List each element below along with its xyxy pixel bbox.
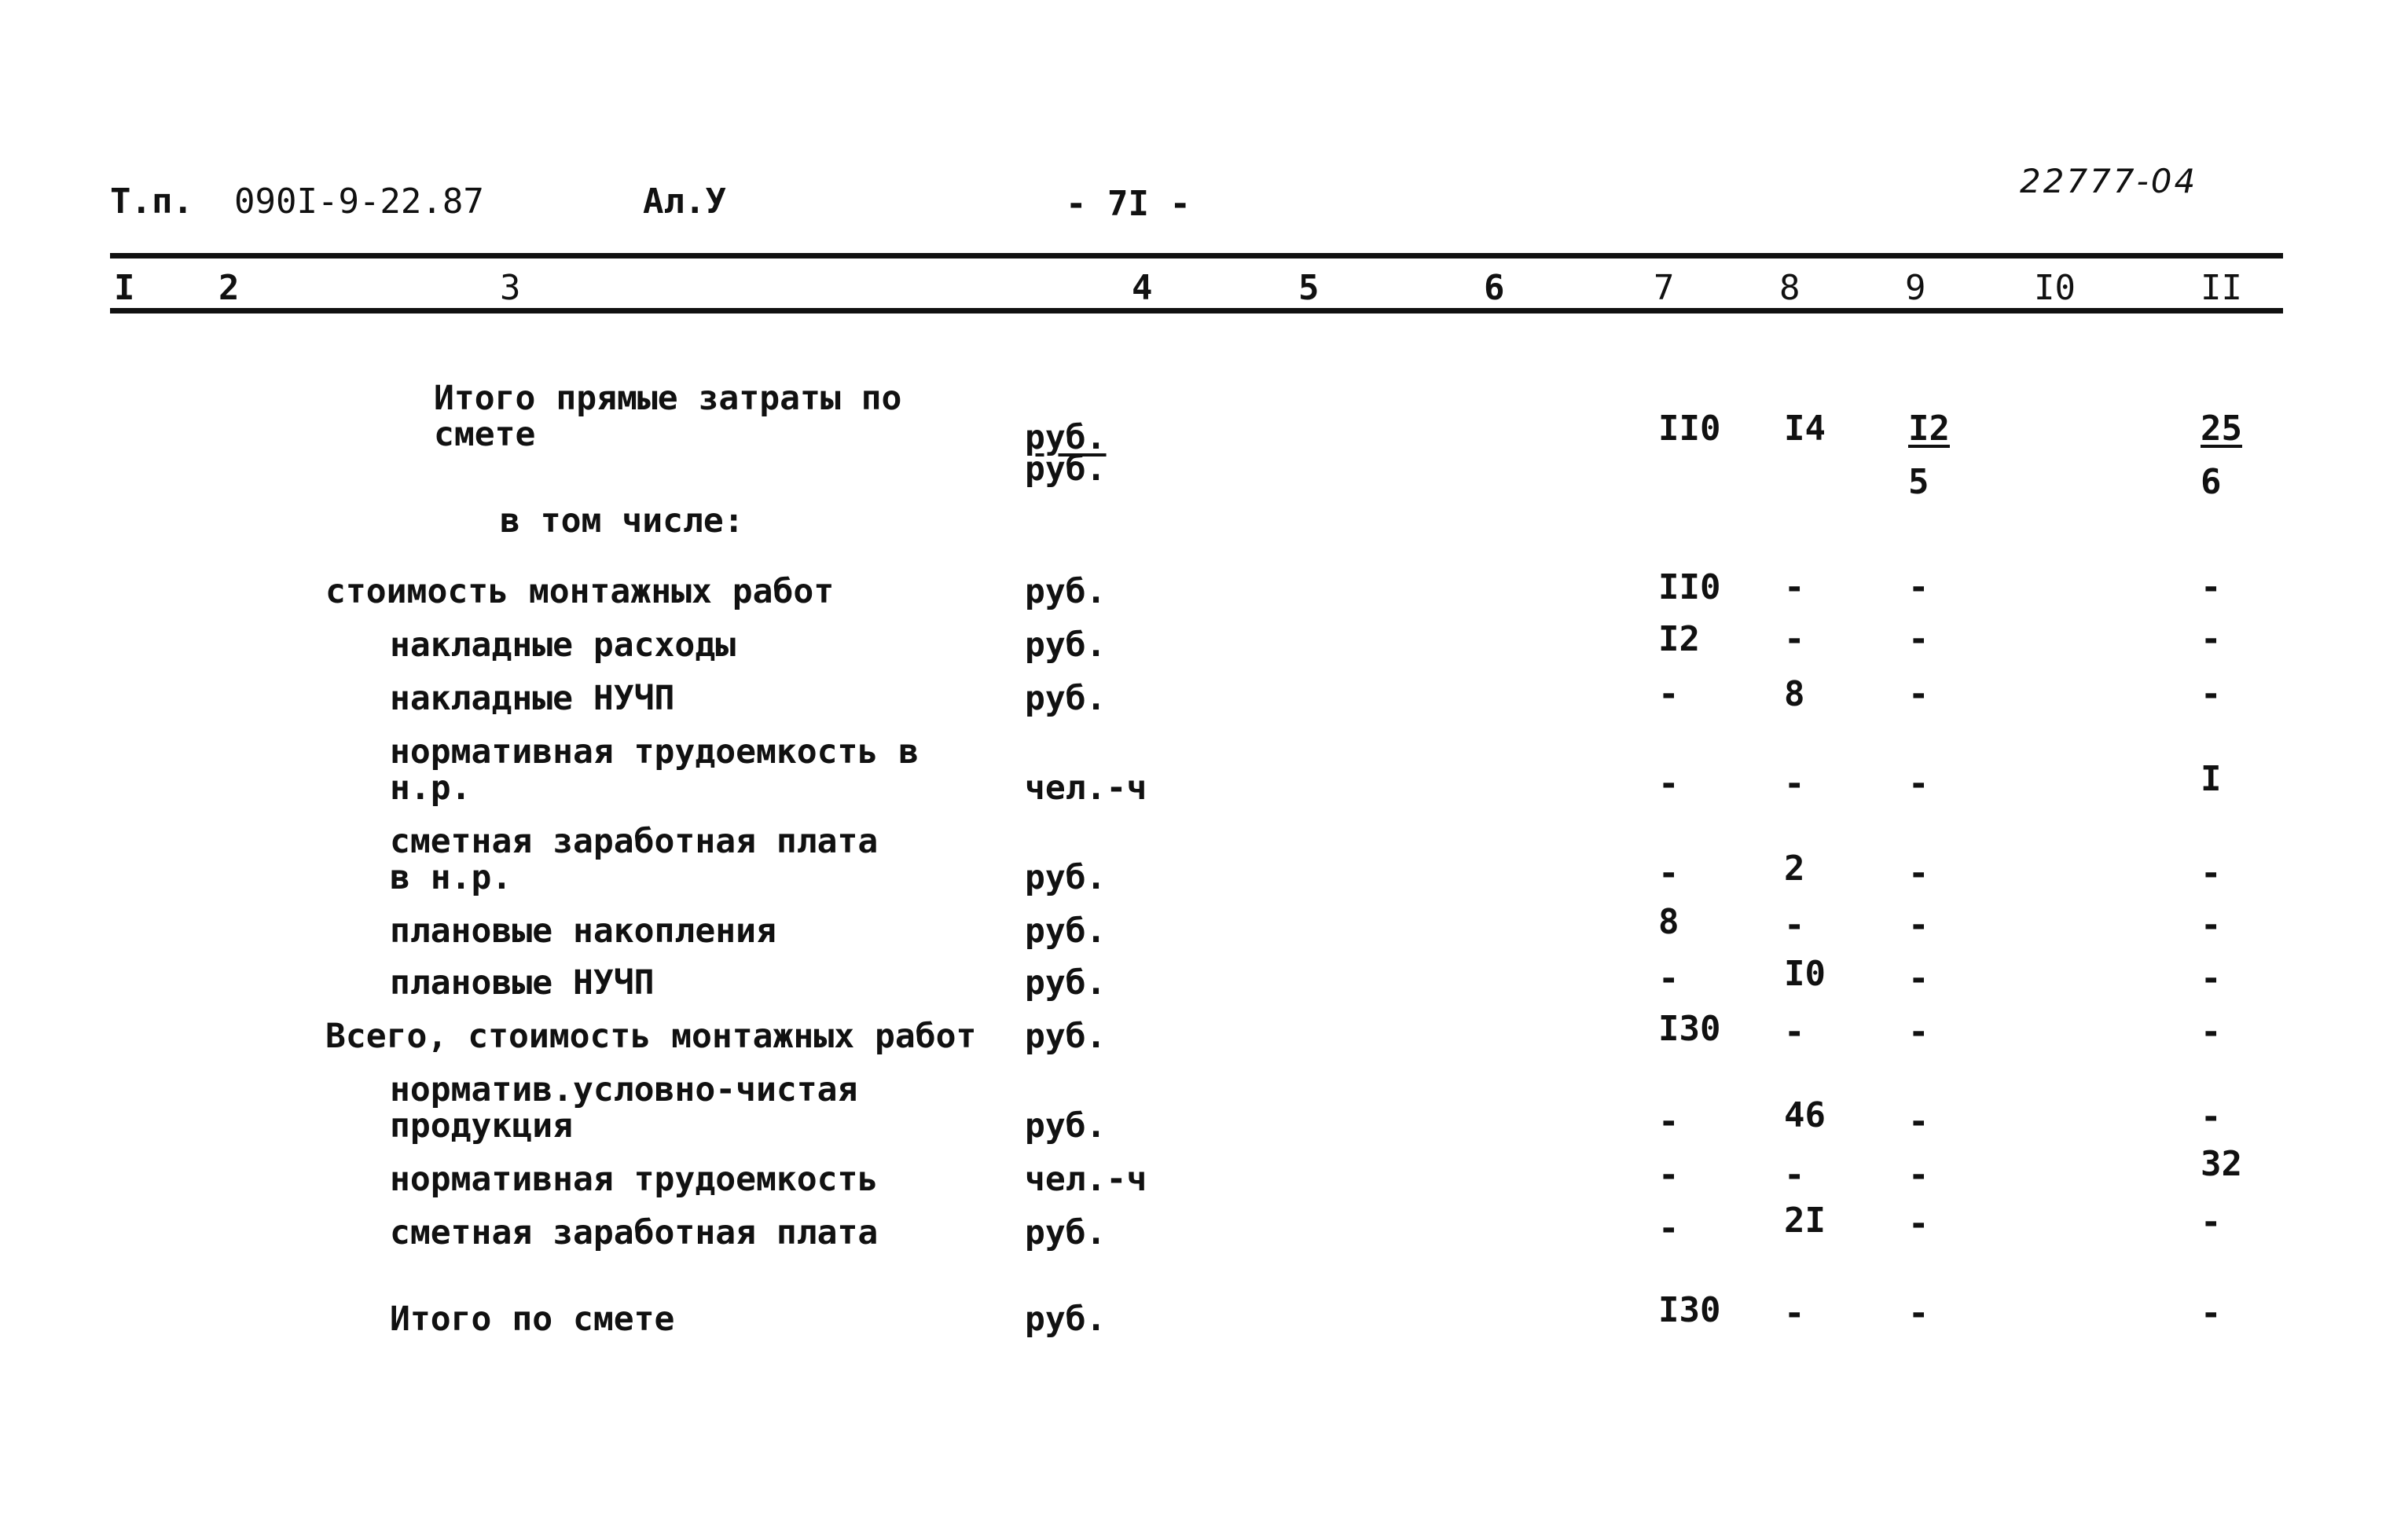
row-unit: руб. bbox=[1025, 963, 1107, 1003]
row-label: сметная заработная плата bbox=[390, 822, 879, 861]
row-unit: чел.-ч bbox=[1025, 1160, 1147, 1199]
summary-col11-numerator: 25 bbox=[2201, 409, 2242, 449]
column-number-8: 8 bbox=[1779, 268, 1801, 308]
row-label: Итого по смете bbox=[390, 1300, 675, 1339]
row-col8-value: I0 bbox=[1784, 954, 1826, 994]
row-col8-value: - bbox=[1784, 1155, 1805, 1195]
row-col11-value: - bbox=[2201, 1202, 2222, 1242]
row-col7-value: - bbox=[1658, 1155, 1679, 1195]
row-col11-value: - bbox=[2201, 959, 2222, 999]
row-col8-value: - bbox=[1784, 1293, 1805, 1333]
row-col11-value: - bbox=[2201, 853, 2222, 893]
row-unit: чел.-ч bbox=[1025, 768, 1147, 808]
row-col9-value: - bbox=[1908, 1102, 1929, 1142]
summary-col7-value: II0 bbox=[1658, 409, 1721, 449]
row-unit: руб. bbox=[1025, 1106, 1107, 1146]
row-label: плановые накопления bbox=[390, 911, 776, 951]
row-col8-value: - bbox=[1784, 1012, 1805, 1052]
subheading-including: в том числе: bbox=[500, 501, 744, 541]
summary-unit-bottom: руб. bbox=[1025, 449, 1107, 489]
row-unit: руб. bbox=[1025, 858, 1107, 897]
page-number: - 7I - bbox=[1066, 184, 1191, 224]
row-col11-value: - bbox=[2201, 674, 2222, 714]
summary-col9-numerator: I2 bbox=[1908, 409, 1950, 449]
column-number-11: II bbox=[2201, 268, 2242, 308]
row-col11-value: 32 bbox=[2201, 1144, 2242, 1184]
row-col7-value: - bbox=[1658, 674, 1679, 714]
row-unit: руб. bbox=[1025, 1300, 1107, 1339]
row-label: Всего, стоимость монтажных работ bbox=[325, 1017, 977, 1056]
column-number-9: 9 bbox=[1905, 268, 1926, 308]
column-number-5: 5 bbox=[1298, 268, 1320, 308]
row-col11-value: - bbox=[2201, 1097, 2222, 1137]
row-col8-value: - bbox=[1784, 619, 1805, 659]
row-col11-value: - bbox=[2201, 1012, 2222, 1052]
row-col9-value: - bbox=[1908, 1293, 1929, 1333]
row-unit: руб. bbox=[1025, 911, 1107, 951]
standard-project-label: Т.п. bbox=[110, 182, 193, 222]
table-top-rule bbox=[110, 253, 2283, 258]
summary-col11-denominator: 6 bbox=[2201, 462, 2222, 502]
row-col9-value: - bbox=[1908, 905, 1929, 945]
column-number-1: I bbox=[114, 268, 135, 308]
row-col7-value: - bbox=[1658, 1102, 1679, 1142]
row-col9-value: - bbox=[1908, 567, 1929, 607]
row-col8-value: 8 bbox=[1784, 674, 1805, 714]
row-col8-value: 46 bbox=[1784, 1095, 1826, 1135]
row-label: нормативная трудоемкость bbox=[390, 1160, 879, 1199]
row-label: норматив.условно-чистая bbox=[390, 1070, 858, 1109]
summary-col9-denominator: 5 bbox=[1908, 462, 1929, 502]
summary-label-line2: смете bbox=[434, 415, 536, 454]
row-col8-value: - bbox=[1784, 905, 1805, 945]
row-col9-value: - bbox=[1908, 674, 1929, 714]
row-col11-value: I bbox=[2201, 759, 2222, 799]
row-label: нормативная трудоемкость в bbox=[390, 732, 920, 772]
row-unit: руб. bbox=[1025, 1017, 1107, 1056]
column-number-2: 2 bbox=[218, 268, 240, 308]
row-label-continuation: н.р. bbox=[390, 768, 472, 808]
row-col8-value: 2 bbox=[1784, 849, 1805, 889]
row-unit: руб. bbox=[1025, 679, 1107, 718]
row-col11-value: - bbox=[2201, 619, 2222, 659]
column-number-3: 3 bbox=[500, 268, 521, 308]
summary-unit-top: руб. bbox=[1025, 418, 1107, 457]
row-col9-value: - bbox=[1908, 959, 1929, 999]
row-col11-value: - bbox=[2201, 905, 2222, 945]
row-col7-value: - bbox=[1658, 853, 1679, 893]
summary-label-line1: Итого прямые затраты по bbox=[434, 379, 902, 418]
row-col9-value: - bbox=[1908, 619, 1929, 659]
row-col9-value: - bbox=[1908, 1155, 1929, 1195]
row-label-continuation: в н.р. bbox=[390, 858, 512, 897]
handwritten-inventory-number: 22777-04 bbox=[2020, 162, 2198, 200]
row-col8-value: - bbox=[1784, 567, 1805, 607]
row-col9-value: - bbox=[1908, 1012, 1929, 1052]
row-col7-value: I30 bbox=[1658, 1009, 1721, 1049]
row-label-continuation: продукция bbox=[390, 1106, 573, 1146]
row-unit: руб. bbox=[1025, 1213, 1107, 1252]
row-unit: руб. bbox=[1025, 572, 1107, 611]
album-label: Ал.У bbox=[643, 182, 726, 222]
row-col7-value: I30 bbox=[1658, 1290, 1721, 1330]
row-col11-value: - bbox=[2201, 567, 2222, 607]
project-code: 090I-9-22.87 bbox=[234, 182, 484, 222]
column-number-10: I0 bbox=[2034, 268, 2076, 308]
row-label: плановые НУЧП bbox=[390, 963, 655, 1003]
row-label: стоимость монтажных работ bbox=[325, 572, 835, 611]
row-col8-value: 2I bbox=[1784, 1201, 1826, 1241]
row-col9-value: - bbox=[1908, 764, 1929, 804]
row-col7-value: - bbox=[1658, 764, 1679, 804]
table-header-bottom-rule bbox=[110, 308, 2283, 314]
row-col7-value: II0 bbox=[1658, 567, 1721, 607]
column-number-6: 6 bbox=[1484, 268, 1505, 308]
row-col7-value: - bbox=[1658, 959, 1679, 999]
row-unit: руб. bbox=[1025, 625, 1107, 665]
row-col9-value: - bbox=[1908, 853, 1929, 893]
row-col9-value: - bbox=[1908, 1204, 1929, 1244]
column-number-4: 4 bbox=[1132, 268, 1153, 308]
row-col7-value: I2 bbox=[1658, 619, 1700, 659]
row-label: накладные расходы bbox=[390, 625, 736, 665]
row-col7-value: 8 bbox=[1658, 902, 1679, 942]
column-number-7: 7 bbox=[1654, 268, 1675, 308]
row-col8-value: - bbox=[1784, 764, 1805, 804]
row-col11-value: - bbox=[2201, 1293, 2222, 1333]
row-label: сметная заработная плата bbox=[390, 1213, 879, 1252]
row-col7-value: - bbox=[1658, 1208, 1679, 1248]
row-label: накладные НУЧП bbox=[390, 679, 675, 718]
summary-col8-value: I4 bbox=[1784, 409, 1826, 449]
